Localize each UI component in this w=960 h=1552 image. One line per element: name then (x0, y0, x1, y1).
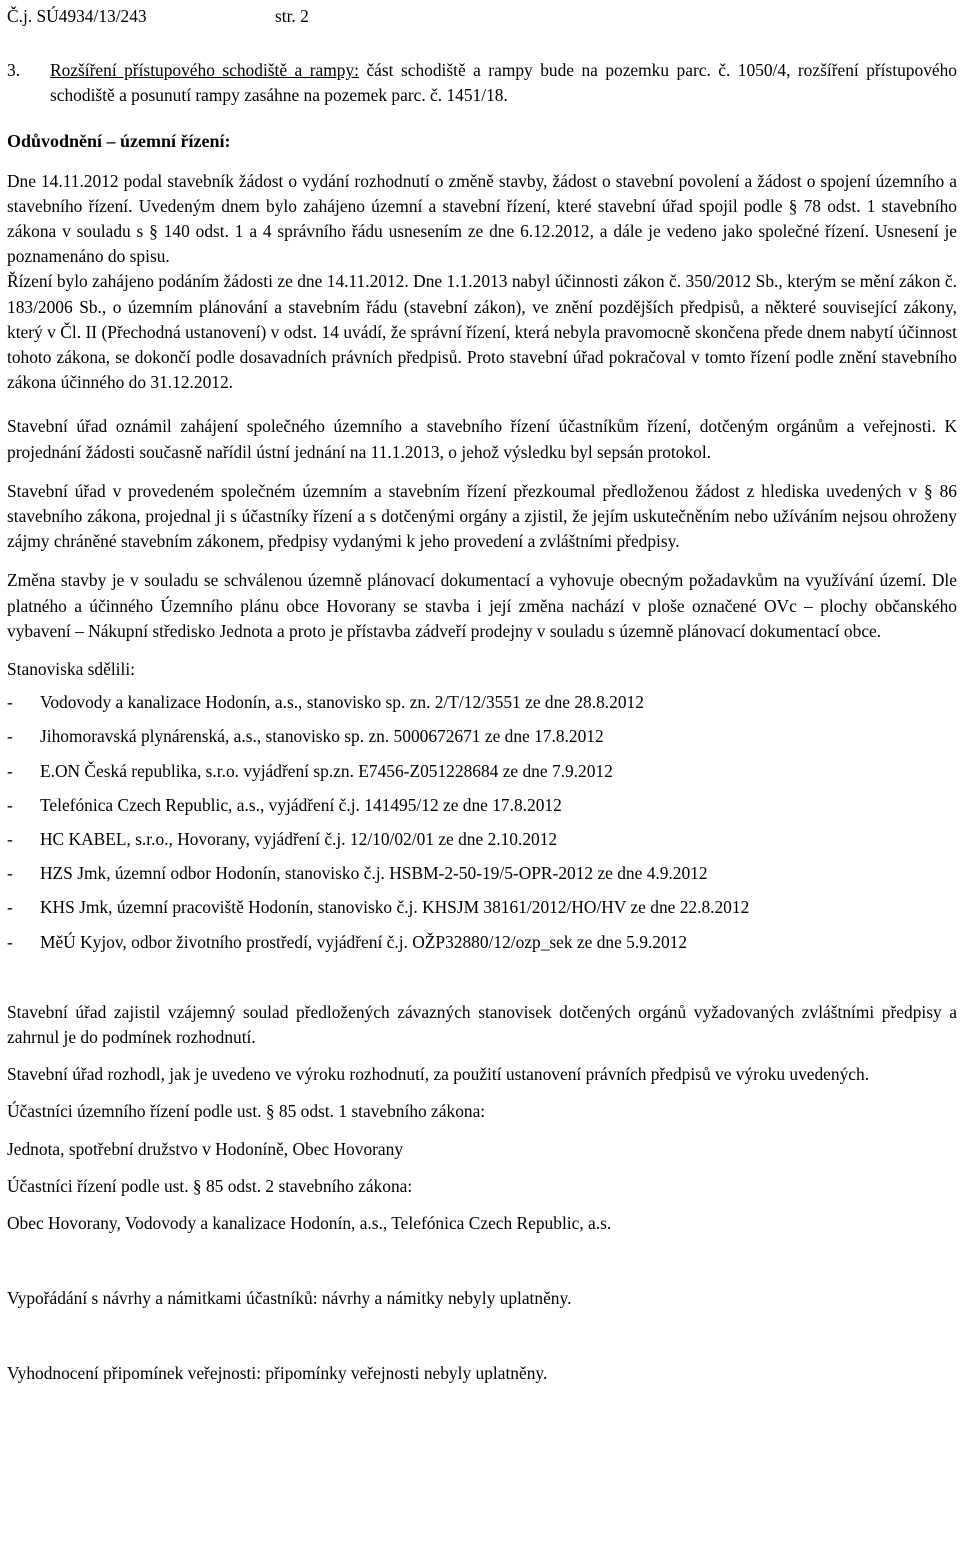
reference-number: Č.j. SÚ4934/13/243 (7, 6, 147, 26)
paragraph-3: Stavební úřad oznámil zahájení společného územního a stavebního řízení účastníkům řízení, dotčeným orgánům a veřejnosti. K projednání žádosti současně nařídil ústní jednání na 11.1.2013, o jehož výsledku byl sepsán protokol. (7, 416, 957, 462)
list-item (7, 759, 957, 793)
item-underlined-text: Rozšíření přístupového schodiště a rampy: (50, 60, 359, 80)
list-item (7, 690, 957, 724)
dash-bullet: - (7, 863, 13, 884)
paragraph-4: Stavební úřad v provedeném společném územním a stavebním řízení přezkoumal předloženou žádost z hlediska uvedených v § 86 stavebního zákona, projednal ji s účastníky řízení a s dotčenými orgány a zjistil, že jejím uskutečněním nebo užíváním nejsou ohroženy zájmy chráněné stavebním zákonem, předpisy vydanými k jeho provedení a zvláštními předpisy. (7, 480, 957, 552)
dash-bullet: - (7, 897, 13, 918)
list-item-text: E.ON Česká republika, s.r.o. vyjádření sp.zn. E7456-Z051228684 ze dne 7.9.2012 (40, 760, 613, 781)
list-item (7, 793, 957, 827)
item-rest-text: část schodiště a rampy bude na pozemku parc. č. 1050/4, rozšíření přístupového schodiště a posunutí rampy zasáhne na pozemek parc. č. 1451/18. (50, 60, 957, 106)
participants-1-title: Účastníci územního řízení podle ust. § 85 odst. 1 stavebního zákona: (7, 1101, 486, 1122)
dash-bullet: - (7, 794, 13, 815)
section-heading: Odůvodnění – územní řízení: (7, 131, 231, 152)
document-page (7, 0, 957, 1387)
paragraph-1: Dne 14.11.2012 podal stavebník žádost o vydání rozhodnutí o změně stavby, žádost o stavební povolení a žádost o spojení územního a stavebního řízení. Uvedeným dnem bylo zahájeno územní a stavební řízení, které stavební úřad spojil podle § 78 odst. 1 stavebního zákona v souladu s § 140 odst. 1 a 4 správního řádu usnesením ze dne 6.12.2012, a dále je vedeno jako společné řízení. Usnesení je poznamenáno do spisu. (7, 170, 957, 267)
participants-2-title: Účastníci řízení podle ust. § 85 odst. 2 stavebního zákona: (7, 1175, 413, 1196)
public-comments-statement: Vyhodnocení připomínek veřejnosti: připomínky veřejnosti nebyly uplatněny. (7, 1363, 548, 1384)
list-item-text: HC KABEL, s.r.o., Hovorany, vyjádření č.j. 12/10/02/01 ze dne 2.10.2012 (40, 829, 558, 850)
list-item-3 (7, 58, 957, 108)
list-item (7, 724, 957, 758)
paragraph-2: Řízení bylo zahájeno podáním žádosti ze dne 14.11.2012. Dne 1.1.2013 nabyl účinnosti zákon č. 350/2012 Sb., kterým se mění zákon č. 183/2006 Sb., o územním plánování a stavebním řádu (stavební zákon), ve znění pozdějších předpisů, a některé související zákony, který v Čl. II (Přechodná ustanovení) v odst. 14 uvádí, že správní řízení, která nebyla pravomocně skončena přede dnem nabytí účinnost tohoto zákona, se dokončí podle dosavadních právních předpisů. Proto stavební úřad pokračoval v tomto řízení podle znění stavebního zákona účinného do 31.12.2012. (7, 271, 957, 393)
list-item-text: Jihomoravská plynárenská, a.s., stanovisko sp. zn. 5000672671 ze dne 17.8.2012 (40, 726, 604, 747)
dash-bullet: - (7, 726, 13, 747)
item-number: 3. (7, 60, 21, 80)
participants-2-list: Obec Hovorany, Vodovody a kanalizace Hodonín, a.s., Telefónica Czech Republic, a.s. (7, 1212, 612, 1233)
list-item (7, 930, 957, 964)
page-number: str. 2 (275, 6, 309, 26)
list-item-text: MěÚ Kyjov, odbor životního prostředí, vyjádření č.j. OŽP32880/12/ozp_sek ze dne 5.9.2012 (40, 931, 688, 952)
list-item-text: Telefónica Czech Republic, a.s., vyjádření č.j. 141495/12 ze dne 17.8.2012 (40, 794, 562, 815)
stanoviska-list (7, 690, 957, 964)
paragraph-5: Změna stavby je v souladu se schválenou územně plánovací dokumentací a vyhovuje obecným požadavkům na využívání území. Dle platného a účinného Územního plánu obce Hovorany se stavba i její změna nachází v ploše označené OVc – plochy občanského vybavení – Nákupní středisko Jednota a proto je přístavba zádveří prodejny v souladu s územně plánovací dokumentací obce. (7, 570, 957, 641)
dash-bullet: - (7, 931, 13, 952)
participants-1-list: Jednota, spotřební družstvo v Hodoníně, Obec Hovorany (7, 1138, 404, 1159)
list-item-text: KHS Jmk, územní pracoviště Hodonín, stanovisko č.j. KHSJM 38161/2012/HO/HV ze dne 22.8.2012 (40, 897, 750, 918)
list-item (7, 861, 957, 895)
paragraph-7: Stavební úřad rozhodl, jak je uvedeno ve výroku rozhodnutí, za použití ustanovení právních předpisů ve výroku uvedených. (7, 1064, 870, 1085)
list-item (7, 895, 957, 929)
list-item-text: Vodovody a kanalizace Hodonín, a.s., stanovisko sp. zn. 2/T/12/3551 ze dne 28.8.2012 (40, 692, 644, 713)
objections-statement: Vypořádání s návrhy a námitkami účastníků: návrhy a námitky nebyly uplatněny. (7, 1288, 572, 1309)
dash-bullet: - (7, 829, 13, 850)
dash-bullet: - (7, 692, 13, 713)
page-header (7, 4, 957, 30)
dash-bullet: - (7, 760, 13, 781)
list-item-text: HZS Jmk, územní odbor Hodonín, stanovisko č.j. HSBM-2-50-19/5-OPR-2012 ze dne 4.9.2012 (40, 863, 708, 884)
item-text (50, 58, 957, 108)
list-item (7, 827, 957, 861)
stanoviska-title: Stanoviska sdělili: (7, 659, 136, 680)
paragraph-6: Stavební úřad zajistil vzájemný soulad předložených závazných stanovisek dotčených orgánů vyžadovaných zvláštními předpisy a zahrnul je do podmínek rozhodnutí. (7, 1001, 957, 1047)
